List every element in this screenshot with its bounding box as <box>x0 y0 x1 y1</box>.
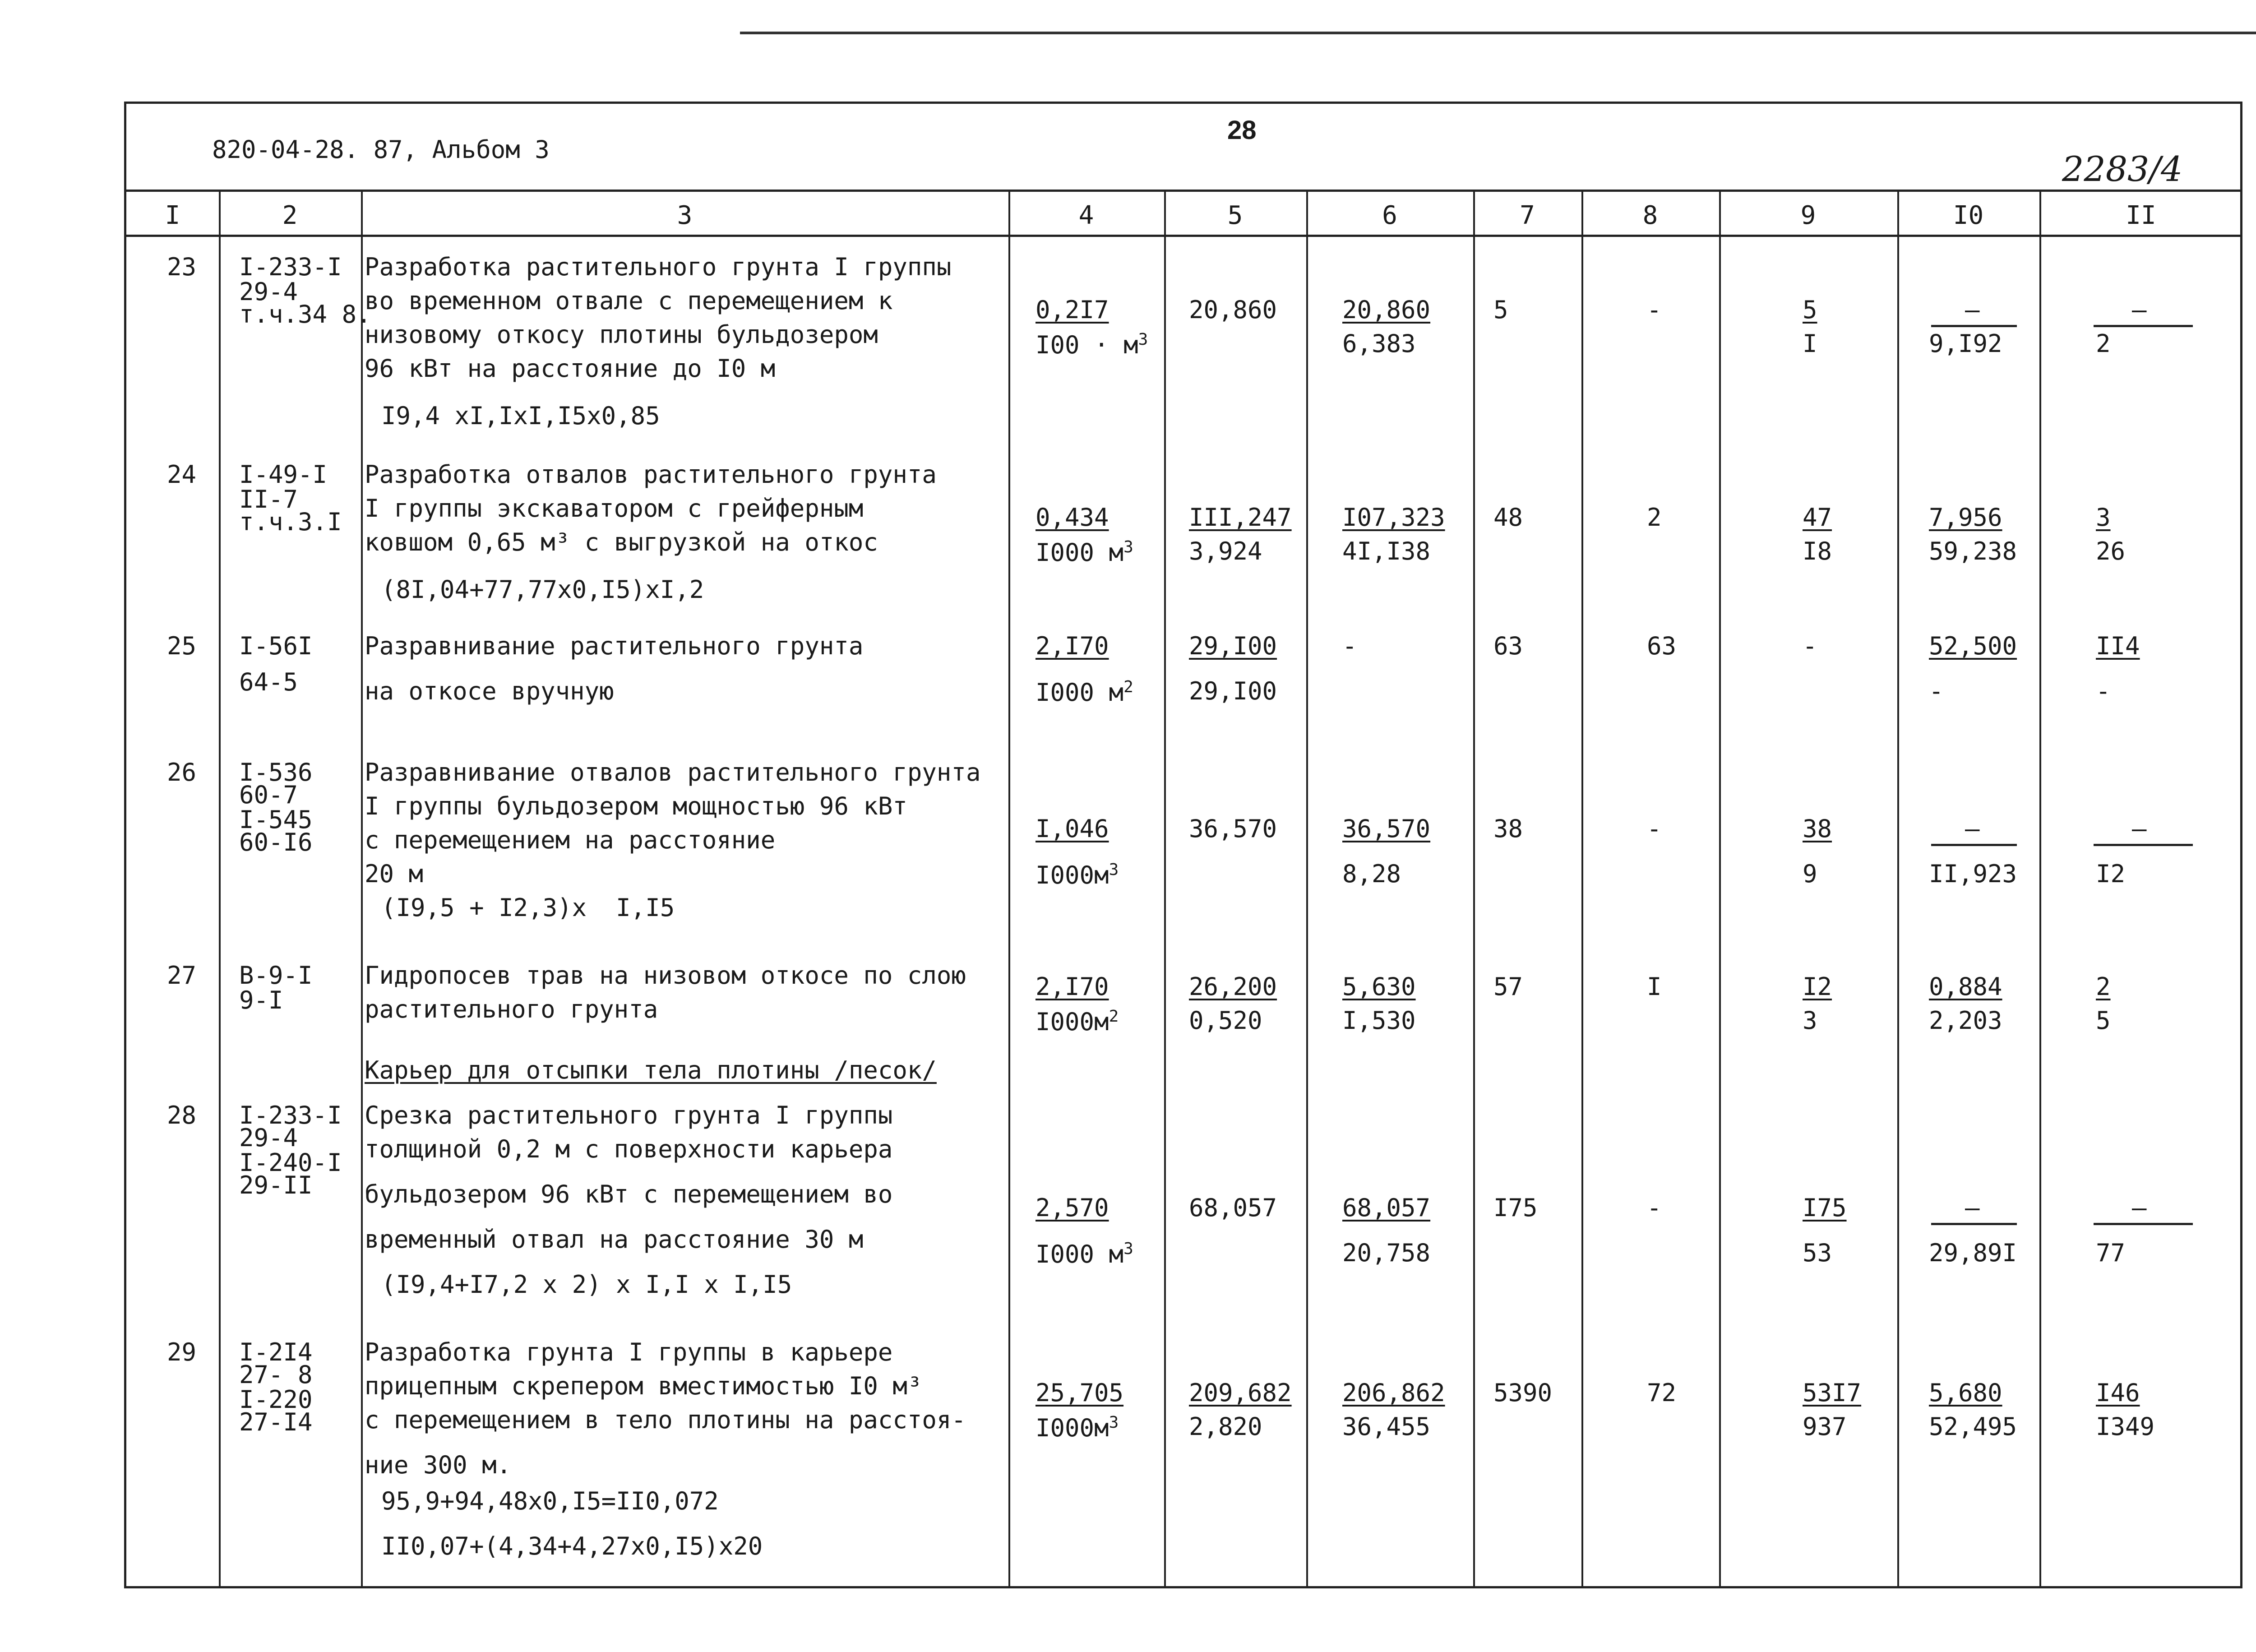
unit-of-measure: I000 $м^3$ <box>1036 538 1133 567</box>
column-header-9: 9 <box>1800 201 1816 230</box>
labor-machinists: 9,I92 <box>1929 329 2002 358</box>
norm-code: I-545 <box>239 805 313 834</box>
unit-of-measure: $I00 \cdot м^3$ <box>1036 330 1148 359</box>
unit-cost-total: 36,570 <box>1189 814 1277 843</box>
wages-cost: 2 <box>1647 503 1662 532</box>
total-cost: 5 <box>1493 296 1508 324</box>
work-description: I группы бульдозером мощностью 96 кВт <box>365 792 907 820</box>
column-header-3: 3 <box>677 201 693 230</box>
cost-machine-wages: 4I,I38 <box>1342 537 1431 565</box>
machine-cost: 47 <box>1803 503 1832 532</box>
fraction-line <box>2094 844 2193 846</box>
machine-wages: 53 <box>1803 1239 1832 1267</box>
cost-machine-wages: 6,383 <box>1342 329 1416 358</box>
cost-machines: - <box>1342 632 1357 660</box>
work-description: Разработка отвалов растительного грунта <box>365 460 937 489</box>
wages-cost: 72 <box>1647 1379 1677 1407</box>
norm-code: I-233-I <box>239 1101 342 1129</box>
unit-exponent: 3 <box>1138 330 1148 349</box>
unit-cost-total: 209,682 <box>1189 1379 1292 1407</box>
quantity-value: 2,I70 <box>1036 972 1109 1001</box>
fraction-line <box>1931 325 2017 327</box>
labor-machinists: II,923 <box>1929 860 2017 888</box>
column-header-1: I <box>165 201 180 230</box>
total-cost: 38 <box>1493 814 1523 843</box>
unit-exponent: 2 <box>1109 1007 1119 1026</box>
wages-cost: 63 <box>1647 632 1677 660</box>
norm-code: 60-7 <box>239 781 298 809</box>
work-description: с перемещением на расстояние <box>365 826 776 854</box>
work-description: Гидропосев трав на низовом откосе по слою <box>365 961 966 990</box>
work-description: с перемещением в тело плотины на расстоя- <box>365 1406 966 1434</box>
unit-of-measure: I000 $м^3$ <box>1036 1240 1133 1268</box>
wages-cost: - <box>1647 814 1662 843</box>
cost-machines: 20,860 <box>1342 296 1431 324</box>
norm-code: 9-I <box>239 986 283 1014</box>
labor-total: – <box>2132 814 2147 843</box>
machine-cost: - <box>1803 632 1817 660</box>
quantity-value: I,046 <box>1036 814 1109 843</box>
unit-cost-wages: 2,820 <box>1189 1412 1262 1441</box>
cost-machines: I07,323 <box>1342 503 1445 532</box>
unit-cost-total: 29,I00 <box>1189 632 1277 660</box>
work-description: Разработка растительного грунта I группы <box>365 253 952 281</box>
work-description: Разравнивание отвалов растительного грунта <box>365 758 981 787</box>
unit-exponent: 3 <box>1109 1413 1119 1432</box>
work-description: во временном отвале с перемещением к <box>365 287 893 315</box>
labor-total-machinists: 77 <box>2096 1239 2126 1267</box>
cost-machines: 206,862 <box>1342 1379 1445 1407</box>
quantity-value: 0,2I7 <box>1036 296 1109 324</box>
unit-exponent: 3 <box>1123 538 1133 556</box>
col-divider-10 <box>2039 192 2041 1588</box>
col-divider-6 <box>1473 192 1475 1588</box>
machine-cost: 5 <box>1803 296 1817 324</box>
col-divider-2 <box>361 192 363 1588</box>
unit-of-measure: I000 $м^2$ <box>1036 678 1133 707</box>
unit-cost-wages: 0,520 <box>1189 1006 1262 1035</box>
col-divider-5 <box>1306 192 1308 1588</box>
work-description: прицепным скрепером вместимостью I0 м³ <box>365 1372 922 1400</box>
calc-formula: (8I,04+77,77x0,I5)xI,2 <box>381 575 704 604</box>
work-description: толщиной 0,2 м с поверхности карьера <box>365 1135 893 1163</box>
machine-wages: 3 <box>1803 1006 1817 1035</box>
col-divider-7 <box>1581 192 1583 1588</box>
labor-machinists: - <box>1929 677 1944 705</box>
unit-cost-total: 68,057 <box>1189 1194 1277 1222</box>
row-number: 28 <box>167 1101 197 1129</box>
machine-wages: 9 <box>1803 860 1817 888</box>
fraction-line <box>1931 1223 2017 1225</box>
column-header-5: 5 <box>1227 201 1243 230</box>
cost-machines: 36,570 <box>1342 814 1431 843</box>
column-header-4: 4 <box>1078 201 1094 230</box>
handwritten-code: 2283/4 <box>2062 149 2183 189</box>
labor-machinists: 59,238 <box>1929 537 2017 565</box>
labor-total-machinists: I2 <box>2096 860 2126 888</box>
cost-machine-wages: 8,28 <box>1342 860 1401 888</box>
machine-cost: 53I7 <box>1803 1379 1862 1407</box>
column-header-2: 2 <box>282 201 298 230</box>
section-heading: Карьер для отсыпки тела плотины /песок/ <box>365 1056 937 1084</box>
row-number: 26 <box>167 758 197 787</box>
work-description: бульдозером 96 кВт с перемещением во <box>365 1180 893 1208</box>
fraction-line <box>1931 844 2017 846</box>
machine-wages: I <box>1803 329 1817 358</box>
labor-per-unit: 5,680 <box>1929 1379 2002 1407</box>
labor-total-machinists: 2 <box>2096 329 2111 358</box>
norm-code: 29-4 <box>239 1124 298 1152</box>
column-header-separator <box>124 235 2242 237</box>
labor-total: I46 <box>2096 1379 2140 1407</box>
norm-code: II-7 <box>239 485 298 514</box>
total-cost: 63 <box>1493 632 1523 660</box>
wages-cost: I <box>1647 972 1662 1001</box>
machine-cost: 38 <box>1803 814 1832 843</box>
work-description: Разработка грунта I группы в карьере <box>365 1338 893 1366</box>
norm-code: 64-5 <box>239 668 298 696</box>
norm-code: I-49-I <box>239 460 328 489</box>
labor-per-unit: – <box>1965 296 1980 324</box>
work-description: ковшом 0,65 м³ с выгрузкой на откос <box>365 528 878 556</box>
fraction-line <box>2094 325 2193 327</box>
total-cost: 5390 <box>1493 1379 1553 1407</box>
row-number: 23 <box>167 253 197 281</box>
col-divider-1 <box>219 192 221 1588</box>
unit-cost-total: 26,200 <box>1189 972 1277 1001</box>
cost-machine-wages: I,530 <box>1342 1006 1416 1035</box>
row-number: 24 <box>167 460 197 489</box>
labor-total: – <box>2132 1194 2147 1222</box>
cost-machines: 68,057 <box>1342 1194 1431 1222</box>
quantity-value: 2,I70 <box>1036 632 1109 660</box>
work-description: временный отвал на расстояние 30 м <box>365 1225 864 1254</box>
norm-code: I-2I4 <box>239 1338 313 1366</box>
unit-cost-total: III,247 <box>1189 503 1292 532</box>
total-cost: 57 <box>1493 972 1523 1001</box>
cost-machine-wages: 36,455 <box>1342 1412 1431 1441</box>
norm-code: 27-I4 <box>239 1408 313 1436</box>
unit-of-measure: $I000м^2$ <box>1036 1007 1119 1036</box>
calc-formula: I9,4 xI,IxI,I5x0,85 <box>381 402 660 430</box>
labor-per-unit: – <box>1965 1194 1980 1222</box>
unit-exponent: 2 <box>1123 678 1133 696</box>
labor-machinists: 52,495 <box>1929 1412 2017 1441</box>
labor-total-machinists: I349 <box>2096 1412 2155 1441</box>
labor-per-unit: 7,956 <box>1929 503 2002 532</box>
machine-cost: I75 <box>1803 1194 1847 1222</box>
col-divider-8 <box>1719 192 1721 1588</box>
quantity-value: 25,705 <box>1036 1379 1124 1407</box>
row-number: 27 <box>167 961 197 990</box>
work-description: 96 кВт на расстояние до I0 м <box>365 354 776 383</box>
labor-total-machinists: - <box>2096 677 2111 705</box>
unit-cost-total: 20,860 <box>1189 296 1277 324</box>
unit-cost-wages: 3,924 <box>1189 537 1262 565</box>
labor-machinists: 29,89I <box>1929 1239 2017 1267</box>
cost-machine-wages: 20,758 <box>1342 1239 1431 1267</box>
row-number: 29 <box>167 1338 197 1366</box>
norm-code: т.ч.34 8. <box>239 300 371 329</box>
labor-total: – <box>2132 296 2147 324</box>
machine-cost: I2 <box>1803 972 1832 1001</box>
labor-total-machinists: 26 <box>2096 537 2126 565</box>
cost-machines: 5,630 <box>1342 972 1416 1001</box>
calc-formula: II0,07+(4,34+4,27x0,I5)x20 <box>381 1532 763 1560</box>
column-header-6: 6 <box>1382 201 1397 230</box>
row-number: 25 <box>167 632 197 660</box>
labor-machinists: 2,203 <box>1929 1006 2002 1035</box>
header-separator <box>124 190 2242 192</box>
norm-code: 29-4 <box>239 278 298 306</box>
labor-total-machinists: 5 <box>2096 1006 2111 1035</box>
wages-cost: - <box>1647 1194 1662 1222</box>
work-description: I группы экскаватором с грейферным <box>365 494 864 523</box>
total-cost: I75 <box>1493 1194 1538 1222</box>
work-description: 20 м <box>365 860 424 888</box>
wages-cost: - <box>1647 296 1662 324</box>
norm-code: I-240-I <box>239 1148 342 1177</box>
work-description: Разравнивание растительного грунта <box>365 632 864 660</box>
norm-code: 29-II <box>239 1171 313 1199</box>
total-cost: 48 <box>1493 503 1523 532</box>
norm-code: I-233-I <box>239 253 342 281</box>
norm-code: I-220 <box>239 1385 313 1414</box>
col-divider-3 <box>1008 192 1010 1588</box>
column-header-11: II <box>2126 201 2156 230</box>
norm-code: В-9-I <box>239 961 313 990</box>
labor-per-unit: 0,884 <box>1929 972 2002 1001</box>
unit-exponent: 3 <box>1123 1240 1133 1258</box>
labor-total: 3 <box>2096 503 2111 532</box>
calc-formula: 95,9+94,48x0,I5=II0,072 <box>381 1487 719 1515</box>
fraction-line <box>2094 1223 2193 1225</box>
quantity-value: 2,570 <box>1036 1194 1109 1222</box>
labor-total: 2 <box>2096 972 2111 1001</box>
norm-code: I-56I <box>239 632 313 660</box>
labor-total: II4 <box>2096 632 2140 660</box>
document-reference: 820-04-28. 87, Альбом 3 <box>212 135 550 164</box>
column-header-8: 8 <box>1642 201 1658 230</box>
col-divider-9 <box>1897 192 1899 1588</box>
col-divider-4 <box>1164 192 1166 1588</box>
machine-wages: I8 <box>1803 537 1832 565</box>
unit-of-measure: $I000м^3$ <box>1036 1413 1119 1442</box>
work-description: ние 300 м. <box>365 1451 512 1479</box>
column-header-10: I0 <box>1953 201 1984 230</box>
norm-code: т.ч.3.I <box>239 508 342 536</box>
calc-formula: (I9,4+I7,2 x 2) x I,I x I,I5 <box>381 1270 792 1299</box>
unit-of-measure: $I000м^3$ <box>1036 861 1119 889</box>
column-header-7: 7 <box>1520 201 1535 230</box>
work-description: на откосе вручную <box>365 677 614 705</box>
top-rule <box>740 32 2256 34</box>
work-description: низовому откосу плотины бульдозером <box>365 320 878 349</box>
unit-cost-wages: 29,I00 <box>1189 677 1277 705</box>
labor-per-unit: – <box>1965 814 1980 843</box>
work-description: Срезка растительного грунта I группы <box>365 1101 893 1129</box>
norm-code: 27- 8 <box>239 1360 313 1389</box>
norm-code: 60-I6 <box>239 828 313 856</box>
machine-wages: 937 <box>1803 1412 1847 1441</box>
norm-code: I-536 <box>239 758 313 787</box>
work-description: растительного грунта <box>365 995 658 1023</box>
labor-per-unit: 52,500 <box>1929 632 2017 660</box>
page-number: 28 <box>1227 116 1257 145</box>
quantity-value: 0,434 <box>1036 503 1109 532</box>
calc-formula: (I9,5 + I2,3)x I,I5 <box>381 893 675 922</box>
unit-exponent: 3 <box>1109 861 1119 879</box>
